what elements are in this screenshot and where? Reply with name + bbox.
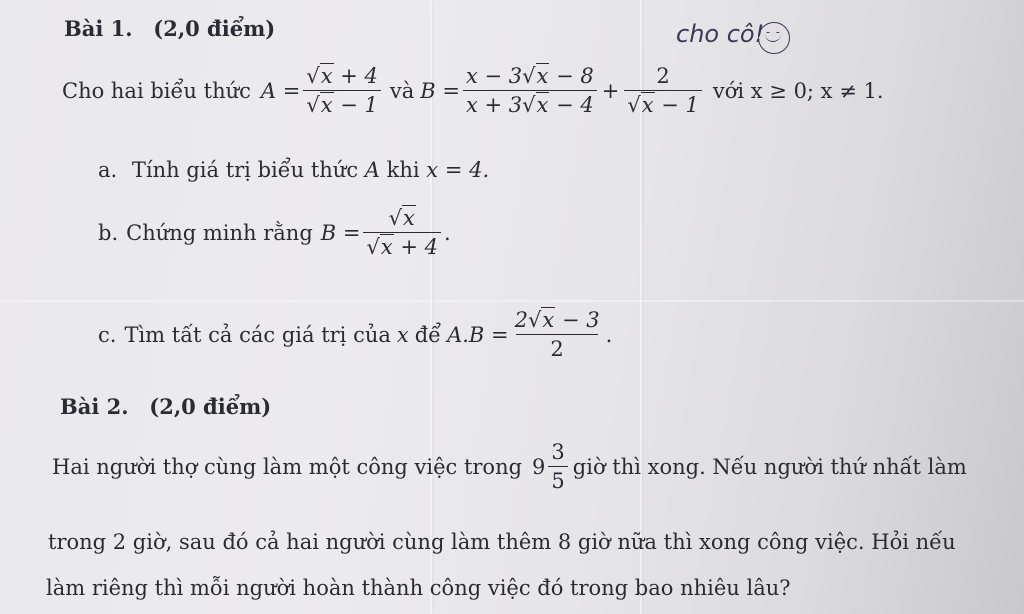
- paper-fold: [0, 300, 1024, 302]
- mixed-fraction: $\frac{3}{5}$: [548, 440, 567, 493]
- smiley-icon: [758, 22, 790, 58]
- fraction-B-term2: $\frac{2}{√x - 1}$: [624, 64, 702, 117]
- bai1-header: Bài 1. (2,0 điểm): [64, 16, 276, 41]
- fraction-b: $\frac{√x}{√x + 4}$: [363, 206, 441, 259]
- fraction-B-term1: $\frac{x - 3√x - 8}{x + 3√x - 4}$: [463, 64, 597, 117]
- question-a: a. Tính giá trị biểu thức A khi x = 4.: [98, 158, 490, 182]
- question-b: b. Chứng minh rằng B = $\frac{√x}{√x + 4}$ .: [98, 206, 451, 259]
- question-c: c. Tìm tất cả các giá trị của x để A.B = $\frac{2√x - 3}{2}$ .: [98, 308, 613, 361]
- handwritten-note: cho cô!: [676, 20, 765, 48]
- bai2-header: Bài 2. (2,0 điểm): [60, 394, 272, 419]
- fraction-c: $\frac{2√x - 3}{2}$: [514, 308, 600, 361]
- bai2-line3: làm riêng thì mỗi người hoàn thành công việc đó trong bao nhiêu lâu?: [46, 576, 791, 600]
- bai1-expression: Cho hai biểu thức A = $\frac{√x + 4}{√x - 1}$ và B = $\frac{x - 3√x - 8}{x + 3√x - 4}$ + $\frac{2}{√x - 1}$ với x ≥ 0; x ≠ 1.: [62, 64, 884, 117]
- bai2-line1: Hai người thợ cùng làm một công việc trong 9 $\frac{3}{5}$ giờ thì xong. Nếu người thứ nhất làm: [52, 440, 967, 493]
- fraction-A: $\frac{√x + 4}{√x - 1}$: [303, 64, 381, 117]
- bai2-line2: trong 2 giờ, sau đó cả hai người cùng làm thêm 8 giờ nữa thì xong công việc. Hỏi nếu: [48, 530, 956, 554]
